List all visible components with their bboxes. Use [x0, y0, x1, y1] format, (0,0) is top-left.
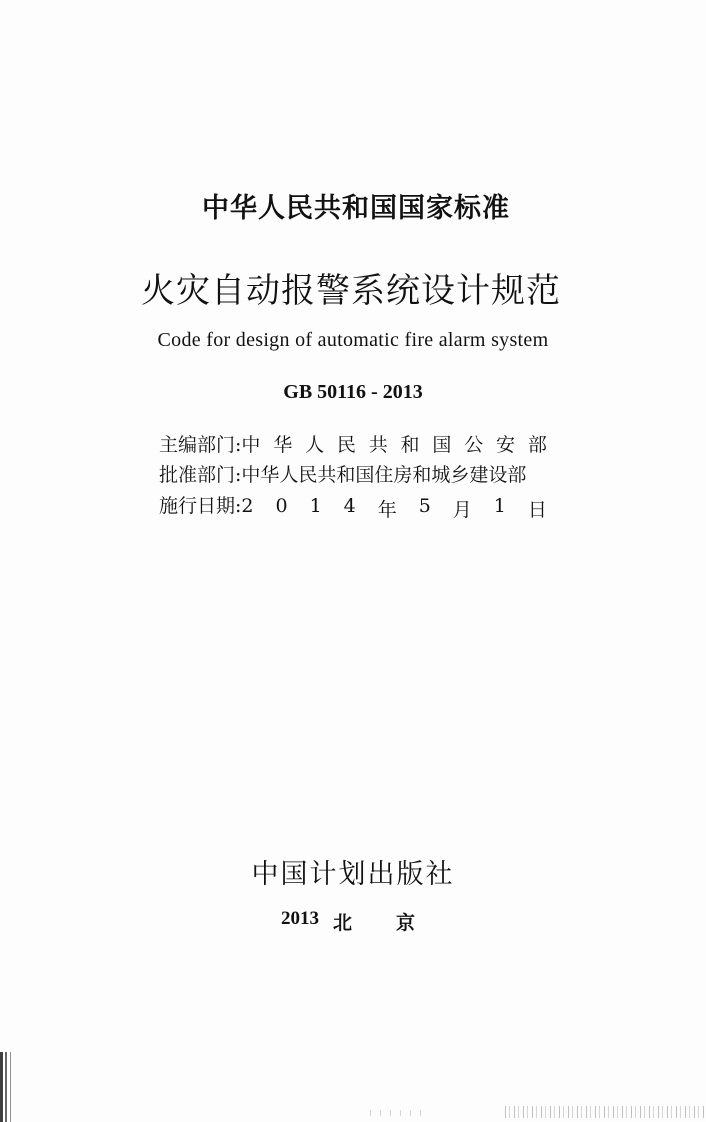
editor-char: 公: [464, 434, 484, 456]
editor-char: 中: [241, 434, 261, 456]
publication-city-char: 北: [333, 912, 353, 934]
date-char: 日: [527, 499, 547, 521]
editor-char: 和: [400, 434, 420, 456]
editor-char: 人: [305, 434, 325, 456]
date-char: 4: [343, 495, 356, 517]
date-char: 5: [418, 495, 431, 517]
date-char: 2: [241, 495, 254, 517]
publication-city-char: 京: [396, 912, 416, 934]
editor-char: 共: [368, 434, 388, 456]
effective-date-value: [241, 495, 559, 522]
publisher-name: 中国计划出版社: [251, 859, 455, 890]
scan-noise-artifact: [505, 1106, 705, 1118]
date-char: 1: [309, 495, 322, 517]
date-char: 年: [377, 499, 397, 521]
editor-char: 华: [273, 434, 293, 456]
date-char: 0: [275, 495, 288, 517]
scan-edge-artifact: [0, 1052, 22, 1122]
editor-char: 国: [432, 434, 452, 456]
approver-department-value: 中华人民共和国住房和城乡建设部: [241, 464, 527, 486]
national-standard-heading: 中华人民共和国国家标准: [202, 193, 510, 224]
effective-date-row: [159, 491, 559, 521]
publication-year-city: [281, 908, 415, 935]
date-char: 月: [452, 499, 472, 521]
editor-char: 民: [336, 434, 356, 456]
publication-year: 2013: [281, 908, 319, 929]
document-title-chinese: 火灾自动报警系统设计规范: [141, 271, 561, 311]
editor-department-value: [241, 430, 559, 457]
approver-department-row: [159, 460, 559, 486]
editor-char: 部: [527, 434, 547, 456]
editor-char: 安: [496, 434, 516, 456]
effective-date-label: 施行日期:: [159, 495, 242, 517]
date-char: 1: [493, 495, 506, 517]
editor-department-row: [159, 430, 559, 456]
approver-department-label: 批准部门:: [159, 464, 242, 486]
scan-dots-artifact: [370, 1110, 430, 1116]
standard-number: GB 50116 - 2013: [283, 381, 423, 403]
editor-department-label: 主编部门:: [159, 434, 242, 456]
document-title-english: Code for design of automatic fire alarm system: [157, 329, 549, 351]
